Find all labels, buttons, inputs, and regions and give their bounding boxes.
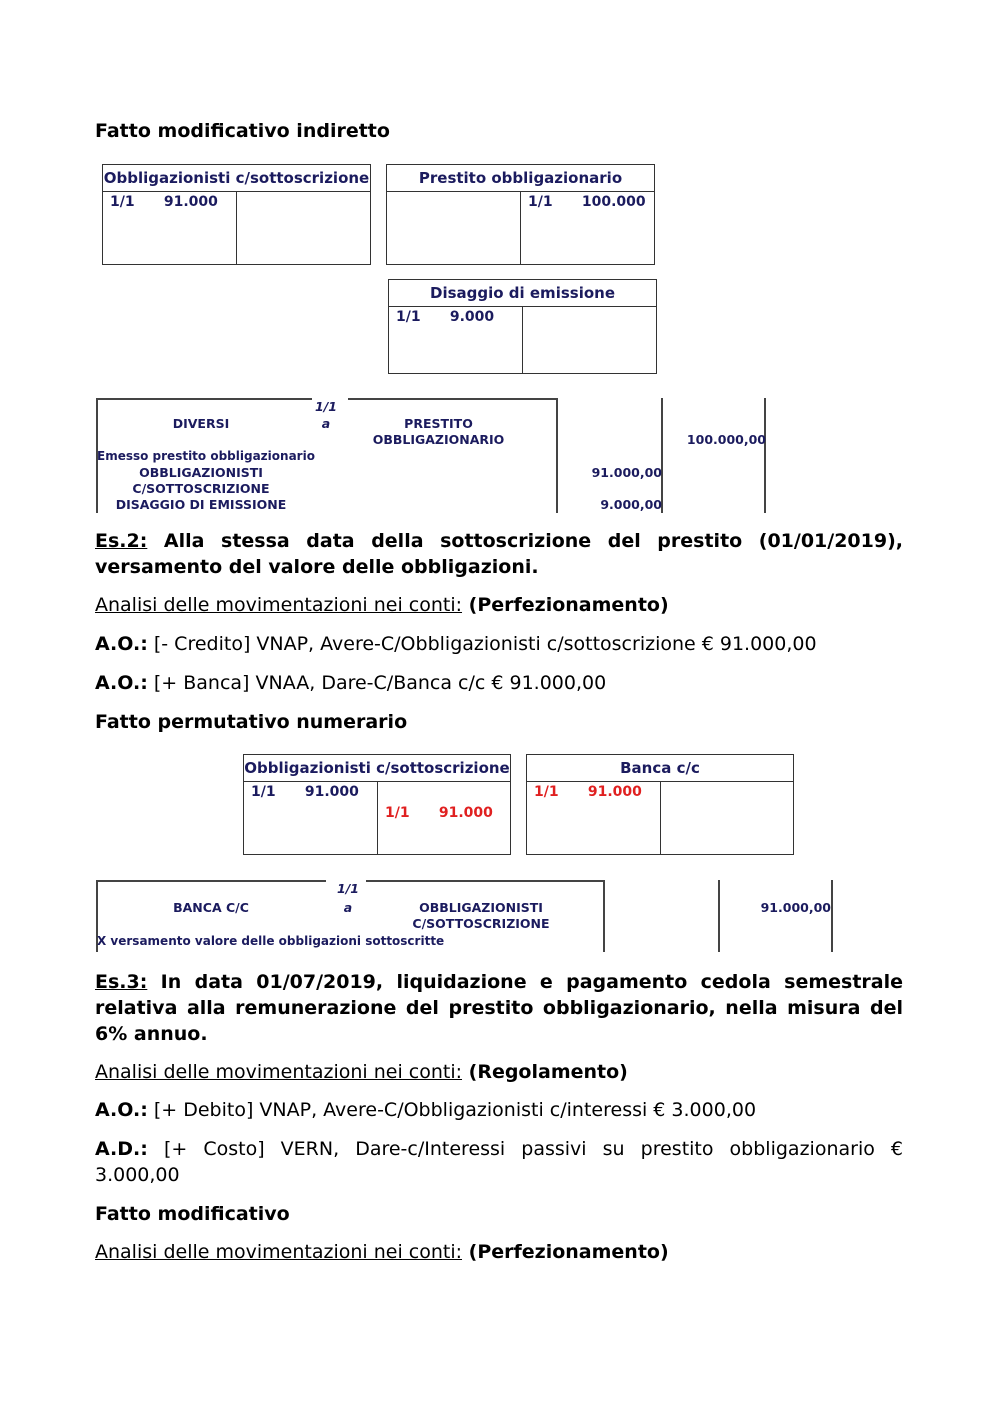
movement-code: A.O.: <box>95 672 148 694</box>
movement-code: A.O.: <box>95 633 148 655</box>
movement-line <box>95 1136 903 1188</box>
section-heading: Fatto modificativo <box>95 1203 290 1225</box>
t-account-avere-entry: 1/1 100.000 <box>528 194 646 210</box>
journal-a: a <box>343 900 353 915</box>
t-account-disaggio <box>388 279 657 374</box>
analysis-type: (Regolamento) <box>462 1061 628 1083</box>
section-heading: Fatto modificativo indiretto <box>95 120 390 142</box>
journal-amount-total: 100.000,00 <box>686 432 766 447</box>
exercise-2-statement <box>95 528 903 580</box>
analysis-type: (Perfezionamento) <box>462 594 669 616</box>
journal-a: a <box>321 416 331 431</box>
movement-text: [- Credito] VNAP, Avere-C/Obbligazionisti c/sottoscrizione € 91.000,00 <box>147 633 817 655</box>
analysis-line <box>95 1059 628 1085</box>
exercise-label: Es.2: <box>95 530 148 552</box>
exercise-3-statement <box>95 969 903 1047</box>
journal-row1-line2: C/SOTTOSCRIZIONE <box>132 481 270 496</box>
t-account-title: Disaggio di emissione <box>389 280 656 307</box>
t-account-obbligazionisti <box>243 754 511 855</box>
journal-credit-line2: C/SOTTOSCRIZIONE <box>412 916 550 931</box>
analysis-label: Analisi delle movimentazioni nei conti: <box>95 1061 463 1083</box>
journal-row2: DISAGGIO DI EMISSIONE <box>115 497 287 512</box>
journal-amount: 91.000,00 <box>760 900 831 915</box>
analysis-line <box>95 592 669 618</box>
movement-code: A.D.: <box>95 1138 148 1160</box>
journal-description: X versamento valore delle obbligazioni sottoscritte <box>97 934 445 948</box>
exercise-text: Alla stessa data della sottoscrizione del prestito (01/01/2019), versamento del valore delle obbligazioni. <box>95 530 903 578</box>
movement-code: A.O.: <box>95 1099 148 1121</box>
journal-credit-line1: OBBLIGAZIONISTI <box>419 900 543 915</box>
t-account-dare-entry: 1/1 91.000 <box>251 784 359 800</box>
t-account-avere-entry: 1/1 91.000 <box>385 805 493 821</box>
t-account-obbligazionisti <box>102 164 371 265</box>
journal-entry <box>96 396 776 514</box>
journal-credit-line1: PRESTITO <box>404 416 473 431</box>
journal-amount-row2: 9.000,00 <box>600 497 662 512</box>
t-account-dare-entry: 1/1 91.000 <box>534 784 642 800</box>
section-heading: Fatto permutativo numerario <box>95 711 408 733</box>
journal-amount-row1: 91.000,00 <box>591 465 662 480</box>
analysis-label: Analisi delle movimentazioni nei conti: <box>95 594 463 616</box>
t-account-prestito <box>386 164 655 265</box>
journal-debit: DIVERSI <box>172 416 230 431</box>
movement-line <box>95 1097 756 1123</box>
t-account-title: Obbligazionisti c/sottoscrizione <box>244 755 510 782</box>
journal-description: Emesso prestito obbligazionario <box>97 449 315 463</box>
movement-text: [+ Costo] VERN, Dare-c/Interessi passivi su prestito obbligazionario € 3.000,00 <box>95 1138 903 1186</box>
t-account-title: Banca c/c <box>527 755 793 782</box>
journal-entry <box>96 878 841 953</box>
exercise-text: In data 01/07/2019, liquidazione e pagamento cedola semestrale relativa alla remunerazione del prestito obbligazionario, nella misura del 6% annuo. <box>95 971 903 1045</box>
t-account-dare-entry: 1/1 91.000 <box>110 194 218 210</box>
journal-credit-line2: OBBLIGAZIONARIO <box>372 432 505 447</box>
analysis-line <box>95 1239 669 1265</box>
movement-line <box>95 631 817 657</box>
journal-row1-line1: OBBLIGAZIONISTI <box>139 465 263 480</box>
analysis-label: Analisi delle movimentazioni nei conti: <box>95 1241 463 1263</box>
t-account-dare-entry: 1/1 9.000 <box>396 309 495 325</box>
exercise-label: Es.3: <box>95 971 148 993</box>
analysis-type: (Perfezionamento) <box>462 1241 669 1263</box>
t-account-banca <box>526 754 794 855</box>
journal-date: 1/1 <box>315 399 337 414</box>
journal-debit: BANCA C/C <box>173 900 249 915</box>
t-account-title: Prestito obbligazionario <box>387 165 654 192</box>
t-account-title: Obbligazionisti c/sottoscrizione <box>103 165 370 192</box>
movement-text: [+ Banca] VNAA, Dare-C/Banca c/c € 91.000,00 <box>147 672 607 694</box>
journal-date: 1/1 <box>337 881 359 896</box>
movement-text: [+ Debito] VNAP, Avere-C/Obbligazionisti c/interessi € 3.000,00 <box>147 1099 757 1121</box>
movement-line <box>95 670 606 696</box>
